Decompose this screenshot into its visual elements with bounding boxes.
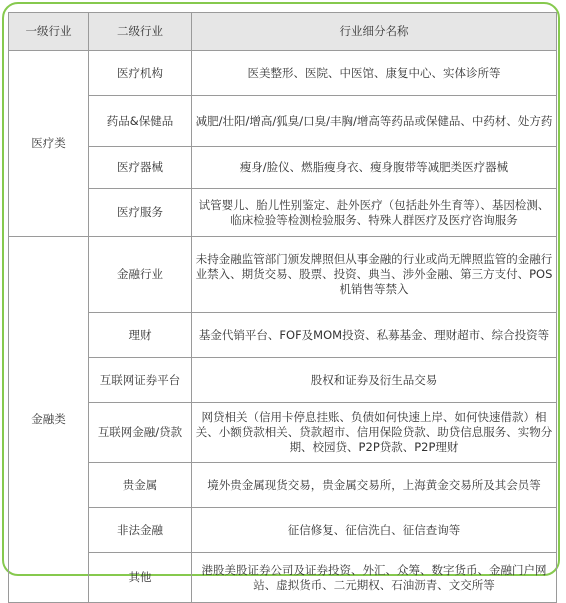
table-row: [9, 508, 557, 553]
secondary-industry: 药品&保健品: [89, 96, 192, 147]
table-row: [9, 313, 557, 358]
table-row: [9, 463, 557, 508]
secondary-industry: 互联网证券平台: [89, 358, 192, 403]
subcategory-description: 减肥/壮阳/增高/狐臭/口臭/丰胸/增高等药品或保健品、中药材、处方药: [192, 96, 557, 147]
table-row: [9, 237, 557, 313]
subcategory-description: 基金代销平台、FOF及MOM投资、私募基金、理财超市、综合投资等: [192, 313, 557, 358]
table-row: [9, 96, 557, 147]
secondary-industry: 医疗器械: [89, 147, 192, 189]
secondary-industry: 非法金融: [89, 508, 192, 553]
subcategory-description: 股权和证券及衍生品交易: [192, 358, 557, 403]
secondary-industry: 医疗服务: [89, 189, 192, 237]
secondary-industry: 互联网金融/贷款: [89, 403, 192, 463]
subcategory-description: 港股美股证券公司及证券投资、外汇、众筹、数字货币、金融门户网站、虚拟货币、二元期权、石油沥青、文交所等: [192, 553, 557, 603]
subcategory-description: 未持金融监管部门颁发牌照但从事金融的行业或尚无牌照监管的金融行业禁入、期货交易、股票、投资、典当、涉外金融、第三方支付、POS机销售等禁入: [192, 237, 557, 313]
industry-table: [8, 12, 557, 603]
header-primary-industry: 一级行业: [9, 13, 89, 51]
secondary-industry: 其他: [89, 553, 192, 603]
table-row: [9, 358, 557, 403]
subcategory-description: 境外贵金属现货交易，贵金属交易所，上海黄金交易所及其会员等: [192, 463, 557, 508]
subcategory-description: 网贷相关（信用卡停息挂账、负债如何快速上岸、如何快速借款）相关、小额贷款相关、贷款超市、信用保险贷款、助贷信息服务、实物分期、校园贷、P2P贷款、P2P理财: [192, 403, 557, 463]
table-row: [9, 189, 557, 237]
secondary-industry: 金融行业: [89, 237, 192, 313]
secondary-industry: 贵金属: [89, 463, 192, 508]
subcategory-description: 试管婴儿、胎儿性别鉴定、赴外医疗（包括赴外生育等）、基因检测、临床检验等检测检验服务、特殊人群医疗及医疗咨询服务: [192, 189, 557, 237]
table-row: [9, 147, 557, 189]
secondary-industry: 理财: [89, 313, 192, 358]
primary-industry-finance: 金融类: [9, 237, 89, 603]
subcategory-description: 征信修复、征信洗白、征信查询等: [192, 508, 557, 553]
table-frame: [2, 2, 560, 592]
primary-industry-medical: 医疗类: [9, 51, 89, 237]
header-subcategory-name: 行业细分名称: [192, 13, 557, 51]
subcategory-description: 瘦身/脸仪、燃脂瘦身衣、瘦身腹带等减肥类医疗器械: [192, 147, 557, 189]
secondary-industry: 医疗机构: [89, 51, 192, 96]
table-row: [9, 553, 557, 603]
header-secondary-industry: 二级行业: [89, 13, 192, 51]
table-row: [9, 51, 557, 96]
table-row: [9, 403, 557, 463]
subcategory-description: 医美整形、医院、中医馆、康复中心、实体诊所等: [192, 51, 557, 96]
header-row: [9, 13, 557, 51]
